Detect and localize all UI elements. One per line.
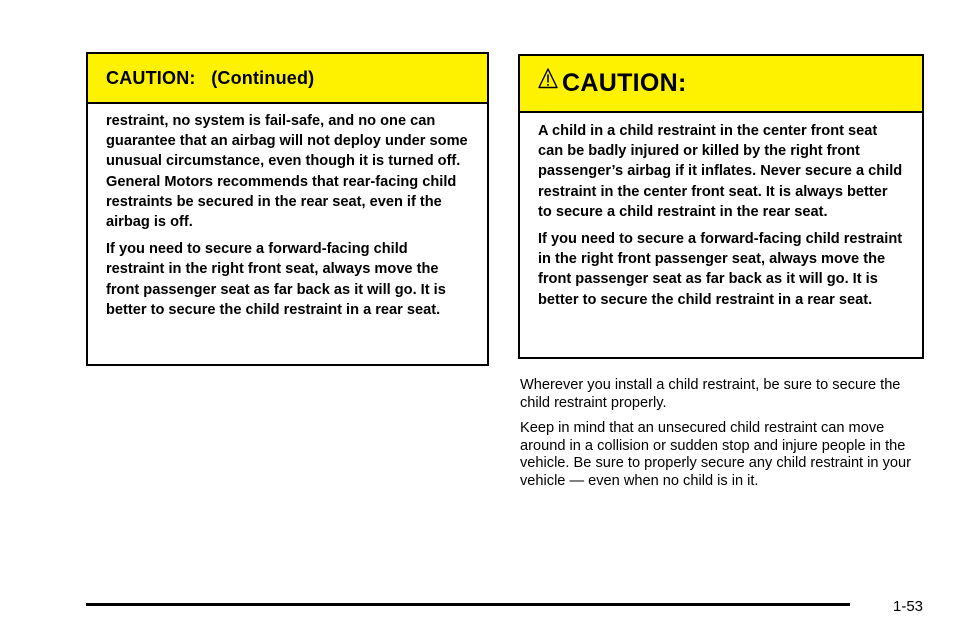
caution-header xyxy=(88,54,487,104)
caution-body xyxy=(520,113,922,310)
caution-paragraph: restraint, no system is fail-safe, and no one can guarantee that an airbag will not deploy under some unusual circumstance, even though it is turned off. General Motors recommends that rear-facing child restraints be secured in the rear seat, even if the airbag is off. xyxy=(106,113,468,231)
caution-header xyxy=(520,56,922,113)
body-paragraph-text: Wherever you install a child restraint, be sure to secure the child restraint properly. xyxy=(520,377,901,411)
body-paragraph-text: Keep in mind that an unsecured child restraint can move around in a collision or sudden stop and injure people in the vehicle. Be sure to properly secure any child restraint in your vehicle — even when no child is in it. xyxy=(520,420,911,489)
caution-paragraph: If you need to secure a forward-facing child restraint in the right front seat, always move the front passenger seat as far back as it will go. It is better to secure the child restraint in a rear seat. xyxy=(106,241,446,318)
caution-title: CAUTION: (Continued) xyxy=(106,67,315,88)
body-paragraph xyxy=(520,377,930,412)
warning-triangle-icon xyxy=(538,68,558,89)
footer-rule xyxy=(86,603,850,606)
page-number: 1-53 xyxy=(893,598,924,615)
caution-title: CAUTION: xyxy=(562,69,687,97)
caution-box-continued xyxy=(86,52,489,366)
caution-box xyxy=(518,54,924,359)
caution-body xyxy=(88,104,487,320)
caution-paragraph: If you need to secure a forward-facing child restraint in the right front passenger seat, always move the front passenger seat as far back as it will go. It is better to secure the child restraint in a rear seat. xyxy=(538,231,903,308)
caution-paragraph: A child in a child restraint in the center front seat can be badly injured or killed by the right front passenger’s airbag if it inflates. Never secure a child restraint in the center front seat. It is always better to secure a child restraint in the rear seat. xyxy=(538,123,903,220)
body-paragraph xyxy=(520,420,930,490)
